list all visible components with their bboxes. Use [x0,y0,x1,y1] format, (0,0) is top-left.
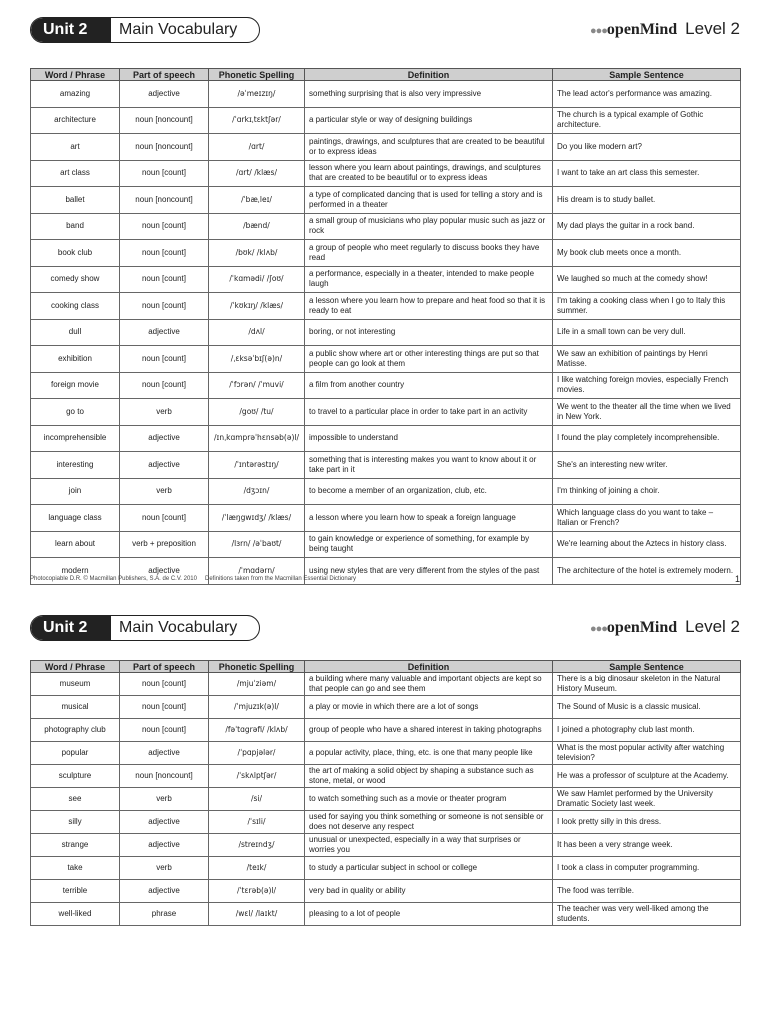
word-cell: museum [31,673,120,696]
definition-cell: pleasing to a lot of people [305,903,553,926]
part-of-speech-cell: noun [noncount] [120,187,209,214]
table-row [31,742,741,765]
word-cell: well-liked [31,903,120,926]
word-cell: cooking class [31,293,120,320]
phonetic-cell: /goʊ/ /tu/ [209,399,305,426]
part-of-speech-cell: noun [count] [120,719,209,742]
sample-sentence-cell: It has been a very strange week. [553,834,741,857]
copyright-text: Photocopiable D.R. © Macmillan Publishers, S.A. de C.V. 2010 [30,576,197,582]
table-row [31,903,741,926]
table-header-row [31,661,741,673]
phonetic-cell: /ˈkʊkɪŋ/ /klæs/ [209,293,305,320]
definition-cell: something surprising that is also very impressive [305,81,553,108]
table-row [31,478,741,505]
phonetic-cell: /wɛl/ /laɪkt/ [209,903,305,926]
table-row [31,187,741,214]
word-cell: photography club [31,719,120,742]
table-row [31,213,741,240]
column-header: Phonetic Spelling [209,69,305,81]
definition-cell: a lesson where you learn how to speak a foreign language [305,505,553,532]
word-cell: learn about [31,531,120,558]
part-of-speech-cell: verb + preposition [120,531,209,558]
table-row [31,160,741,187]
sample-sentence-cell: My book club meets once a month. [553,240,741,267]
phonetic-cell: /ˈfɔrən/ /ˈmuvi/ [209,372,305,399]
table-row [31,293,741,320]
sample-sentence-cell: We laughed so much at the comedy show! [553,266,741,293]
page-header [30,615,740,641]
definition-cell: unusual or unexpected, especially in a way that surprises or worries you [305,834,553,857]
definition-cell: lesson where you learn about paintings, drawings, and sculptures that are created to be beautiful or to express ideas [305,160,553,187]
sample-sentence-cell: I want to take an art class this semester. [553,160,741,187]
table-row [31,673,741,696]
brand-dots-icon: ●●● [589,623,607,635]
part-of-speech-cell: adjective [120,81,209,108]
page-2 [0,598,768,1024]
part-of-speech-cell: verb [120,399,209,426]
phonetic-cell: /ɑrt/ /klæs/ [209,160,305,187]
phonetic-cell: /streɪndʒ/ [209,834,305,857]
definition-cell: boring, or not interesting [305,319,553,346]
part-of-speech-cell: noun [count] [120,372,209,399]
column-header: Sample Sentence [553,661,741,673]
sample-sentence-cell: The architecture of the hotel is extremely modern. [553,558,741,585]
definition-cell: to travel to a particular place in order to take part in an activity [305,399,553,426]
part-of-speech-cell: adjective [120,558,209,585]
phonetic-cell: /ˈbæˌleɪ/ [209,187,305,214]
vocabulary-table-2 [30,660,741,926]
definition-cell: to gain knowledge or experience of something, for example by being taught [305,531,553,558]
part-of-speech-cell: noun [count] [120,160,209,187]
definition-cell: a group of people who meet regularly to discuss books they have read [305,240,553,267]
brand [590,17,740,43]
word-cell: silly [31,811,120,834]
table-row [31,346,741,373]
sample-sentence-cell: We're learning about the Aztecs in history class. [553,531,741,558]
phonetic-cell: /ˈpɑpjələr/ [209,742,305,765]
part-of-speech-cell: noun [count] [120,293,209,320]
part-of-speech-cell: adjective [120,452,209,479]
table-row [31,266,741,293]
column-header: Definition [305,661,553,673]
definition-cell: a type of complicated dancing that is used for telling a story and is performed in a theater [305,187,553,214]
part-of-speech-cell: adjective [120,811,209,834]
phonetic-cell: /ɪnˌkɑmprəˈhɛnsəb(ə)l/ [209,425,305,452]
word-cell: join [31,478,120,505]
word-cell: terrible [31,880,120,903]
definition-cell: a performance, especially in a theater, intended to make people laugh [305,266,553,293]
part-of-speech-cell: adjective [120,834,209,857]
sample-sentence-cell: He was a professor of sculpture at the Academy. [553,765,741,788]
word-cell: art [31,134,120,161]
table-row [31,811,741,834]
table-row [31,81,741,108]
word-cell: ballet [31,187,120,214]
word-cell: musical [31,696,120,719]
phonetic-cell: /teɪk/ [209,857,305,880]
phonetic-cell: /lɜrn/ /əˈbaʊt/ [209,531,305,558]
sample-sentence-cell: My dad plays the guitar in a rock band. [553,213,741,240]
word-cell: go to [31,399,120,426]
part-of-speech-cell: noun [count] [120,240,209,267]
sample-sentence-cell: I'm thinking of joining a choir. [553,478,741,505]
table-row [31,505,741,532]
definition-cell: a film from another country [305,372,553,399]
definition-cell: impossible to understand [305,425,553,452]
phonetic-cell: /ˈmɑdərn/ [209,558,305,585]
word-cell: foreign movie [31,372,120,399]
unit-pill [30,17,260,43]
phonetic-cell: /ˈkɑmədi/ /ʃoʊ/ [209,266,305,293]
phonetic-cell: /ɑrt/ [209,134,305,161]
phonetic-cell: /ˈmjuzɪk(ə)l/ [209,696,305,719]
sample-sentence-cell: We saw Hamlet performed by the University Dramatic Society last week. [553,788,741,811]
table-row [31,372,741,399]
part-of-speech-cell: noun [count] [120,505,209,532]
definition-cell: a lesson where you learn how to prepare and heat food so that it is ready to eat [305,293,553,320]
table-row [31,452,741,479]
page-title: Main Vocabulary [119,21,238,38]
word-cell: language class [31,505,120,532]
definition-cell: paintings, drawings, and sculptures that are created to be beautiful or to express ideas [305,134,553,161]
unit-badge: Unit 2 [31,18,111,42]
table-row [31,765,741,788]
sample-sentence-cell: There is a big dinosaur skeleton in the Natural History Museum. [553,673,741,696]
sample-sentence-cell: She's an interesting new writer. [553,452,741,479]
part-of-speech-cell: phrase [120,903,209,926]
table-row [31,134,741,161]
definition-cell: a small group of musicians who play popular music such as jazz or rock [305,213,553,240]
column-header: Definition [305,69,553,81]
sample-sentence-cell: The teacher was very well-liked among the students. [553,903,741,926]
word-cell: dull [31,319,120,346]
part-of-speech-cell: adjective [120,319,209,346]
column-header: Sample Sentence [553,69,741,81]
sample-sentence-cell: What is the most popular activity after watching television? [553,742,741,765]
sample-sentence-cell: Which language class do you want to take – Italian or French? [553,505,741,532]
word-cell: incomprehensible [31,425,120,452]
definition-cell: a play or movie in which there are a lot of songs [305,696,553,719]
sample-sentence-cell: We saw an exhibition of paintings by Henri Matisse. [553,346,741,373]
word-cell: strange [31,834,120,857]
unit-badge: Unit 2 [31,616,111,640]
table-row [31,719,741,742]
phonetic-cell: /dʌl/ [209,319,305,346]
phonetic-cell: /ˌɛksəˈbɪʃ(ə)n/ [209,346,305,373]
sample-sentence-cell: We went to the theater all the time when we lived in New York. [553,399,741,426]
part-of-speech-cell: noun [count] [120,696,209,719]
word-cell: band [31,213,120,240]
word-cell: popular [31,742,120,765]
table-row [31,425,741,452]
part-of-speech-cell: noun [count] [120,266,209,293]
column-header: Word / Phrase [31,661,120,673]
table-header-row [31,69,741,81]
phonetic-cell: /si/ [209,788,305,811]
column-header: Word / Phrase [31,69,120,81]
part-of-speech-cell: verb [120,478,209,505]
table-row [31,399,741,426]
definition-cell: a building where many valuable and important objects are kept so that people can go and see them [305,673,553,696]
phonetic-cell: /bʊk/ /klʌb/ [209,240,305,267]
phonetic-cell: /fəˈtɑgrəfi/ /klʌb/ [209,719,305,742]
page-footer [30,576,740,582]
part-of-speech-cell: adjective [120,425,209,452]
word-cell: exhibition [31,346,120,373]
part-of-speech-cell: noun [noncount] [120,134,209,161]
word-cell: interesting [31,452,120,479]
brand-dots-icon: ●●● [589,25,607,37]
table-row [31,319,741,346]
word-cell: book club [31,240,120,267]
definition-cell: a popular activity, place, thing, etc. is one that many people like [305,742,553,765]
part-of-speech-cell: noun [noncount] [120,107,209,134]
brand-logo: openMind [606,21,678,38]
phonetic-cell: /ˈɪntərəstɪŋ/ [209,452,305,479]
table-row [31,788,741,811]
sample-sentence-cell: The church is a typical example of Gothic architecture. [553,107,741,134]
sample-sentence-cell: I joined a photography club last month. [553,719,741,742]
word-cell: comedy show [31,266,120,293]
sample-sentence-cell: The Sound of Music is a classic musical. [553,696,741,719]
table-row [31,107,741,134]
part-of-speech-cell: noun [count] [120,673,209,696]
column-header: Part of speech [120,661,209,673]
column-header: Part of speech [120,69,209,81]
definition-cell: something that is interesting makes you want to know about it or take part in it [305,452,553,479]
sample-sentence-cell: I took a class in computer programming. [553,857,741,880]
definition-cell: to watch something such as a movie or theater program [305,788,553,811]
sample-sentence-cell: The lead actor's performance was amazing. [553,81,741,108]
level-label: Level 2 [685,19,740,38]
sample-sentence-cell: The food was terrible. [553,880,741,903]
page-title: Main Vocabulary [119,619,238,636]
phonetic-cell: /ˈsɪli/ [209,811,305,834]
table-row [31,531,741,558]
sample-sentence-cell: Do you like modern art? [553,134,741,161]
unit-pill [30,615,260,641]
part-of-speech-cell: verb [120,788,209,811]
word-cell: art class [31,160,120,187]
phonetic-cell: /bænd/ [209,213,305,240]
sample-sentence-cell: I found the play completely incomprehensible. [553,425,741,452]
sample-sentence-cell: His dream is to study ballet. [553,187,741,214]
part-of-speech-cell: noun [noncount] [120,765,209,788]
phonetic-cell: /əˈmeɪzɪŋ/ [209,81,305,108]
level-label: Level 2 [685,617,740,636]
phonetic-cell: /ˈɑrkɪˌtɛktʃər/ [209,107,305,134]
table-row [31,240,741,267]
word-cell: amazing [31,81,120,108]
part-of-speech-cell: noun [count] [120,346,209,373]
definition-cell: used for saying you think something or someone is not sensible or does not deserve any respect [305,811,553,834]
vocabulary-table-1 [30,68,741,585]
page-number: 1 [734,574,740,584]
definition-cell: a public show where art or other interesting things are put so that people can go look at them [305,346,553,373]
phonetic-cell: /dʒɔɪn/ [209,478,305,505]
table-row [31,857,741,880]
column-header: Phonetic Spelling [209,661,305,673]
source-text: Definitions taken from the Macmillan Essential Dictionary [205,576,357,582]
definition-cell: to become a member of an organization, club, etc. [305,478,553,505]
definition-cell: very bad in quality or ability [305,880,553,903]
word-cell: see [31,788,120,811]
sample-sentence-cell: I look pretty silly in this dress. [553,811,741,834]
phonetic-cell: /ˈtɛrəb(ə)l/ [209,880,305,903]
word-cell: architecture [31,107,120,134]
page-header [30,17,740,43]
word-cell: take [31,857,120,880]
sample-sentence-cell: I'm taking a cooking class when I go to Italy this summer. [553,293,741,320]
definition-cell: a particular style or way of designing buildings [305,107,553,134]
definition-cell: using new styles that are very different from the styles of the past [305,558,553,585]
phonetic-cell: /ˈskʌlptʃər/ [209,765,305,788]
phonetic-cell: /ˈlæŋgwɪdʒ/ /klæs/ [209,505,305,532]
table-row [31,880,741,903]
word-cell: modern [31,558,120,585]
part-of-speech-cell: adjective [120,880,209,903]
definition-cell: group of people who have a shared interest in taking photographs [305,719,553,742]
part-of-speech-cell: verb [120,857,209,880]
phonetic-cell: /mjuˈziəm/ [209,673,305,696]
definition-cell: the art of making a solid object by shaping a substance such as stone, metal, or wood [305,765,553,788]
brand-logo: openMind [606,619,678,636]
part-of-speech-cell: adjective [120,742,209,765]
part-of-speech-cell: noun [count] [120,213,209,240]
table-row [31,834,741,857]
brand [590,615,740,641]
sample-sentence-cell: I like watching foreign movies, especially French movies. [553,372,741,399]
table-row [31,696,741,719]
sample-sentence-cell: Life in a small town can be very dull. [553,319,741,346]
word-cell: sculpture [31,765,120,788]
definition-cell: to study a particular subject in school or college [305,857,553,880]
